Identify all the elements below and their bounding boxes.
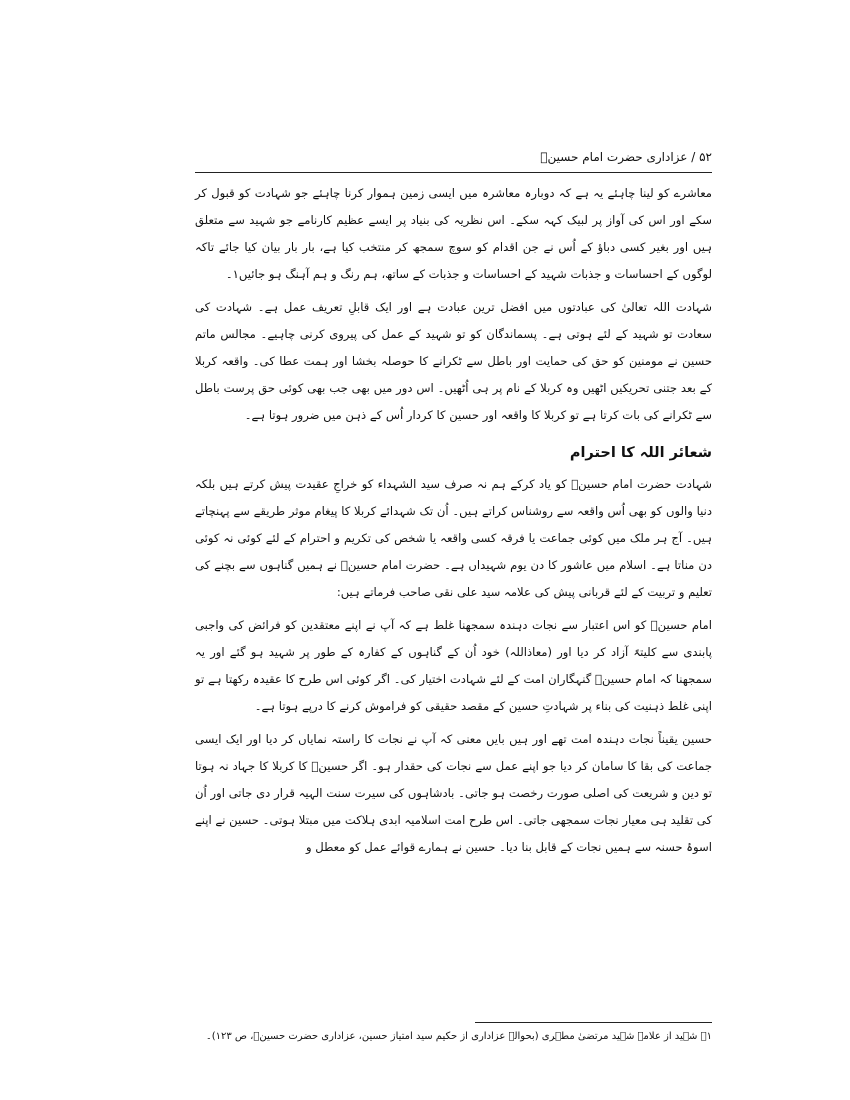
page-body <box>195 180 712 867</box>
paragraph-1: معاشرے کو لینا چاہئے یہ ہے کہ دوبارہ معاشرہ میں ایسی زمین ہموار کرنا چاہئے جو شہادت کو قبول کر سکے اور اس کی آواز پر لبیک کہہ سکے۔ اس نظریہ کی بنیاد پر ایسے عظیم کارنامے جو شہید سے متعلق ہیں اور بغیر کسی دباؤ کے اُس نے جن اقدام کو سوچ سمجھ کر منتخب کیا ہے، بار بار بیان کیا جائے تاکہ لوگوں کے احساسات و جذبات شہید کے احساسات و جذبات کے ساتھ، ہم رنگ و ہم آہنگ ہو جائیں۱۔ <box>195 186 712 281</box>
paragraph-2: شہادت اللہ تعالیٰ کی عبادتوں میں افضل ترین عبادت ہے اور ایک قابلِ تعریف عمل ہے۔ شہادت کی سعادت تو شہید کے لئے ہوتی ہے۔ پسماندگان کو تو شہید کے عمل کی پیروی کرنی چاہیے۔ مجالس ماتم حسین نے مومنین کو حق کی حمایت اور باطل سے ٹکرانے کا حوصلہ بخشا اور ہمت عطا کی۔ واقعہ کربلا کے بعد جتنی تحریکیں اٹھیں وہ کربلا کے نام پر ہی اُٹھیں۔ اس دور میں بھی جب بھی کوئی حق پرست باطل سے ٹکرانے کی بات کرتا ہے تو کربلا کا واقعہ اور حسین کا کردار اُس کے ذہن میں ضرور ہوتا ہے۔ <box>195 300 712 422</box>
running-header: ۵۲ / عزاداری حضرت امام حسینؑ <box>540 150 712 164</box>
paragraph-5: حسین یقیناً نجات دہندہ امت تھے اور ہیں بایں معنی کہ آپ نے نجات کا راستہ نمایاں کر دیا اور ایک ایسی جماعت کی بقا کا سامان کر دیا جو اپنے عمل سے نجات کی حقدار ہو۔ اگر حسینؑ کا کربلا کا جہاد نہ ہوتا تو دین و شریعت کی اصلی صورت رخصت ہو جاتی۔ بادشاہوں کی سیرت سنت الہیہ قرار دی جاتی اور اُن کی تقلید ہی معیار نجات سمجھی جاتی۔ اس طرح امت اسلامیہ ابدی ہلاکت میں مبتلا ہوتی۔ حسین نے اپنے اسوۂ حسنہ سے ہمیں نجات کے قابل بنا دیا۔ حسین نے ہمارے قوائے عمل کو معطل و <box>195 732 712 854</box>
paragraph-3: شہادت حضرت امام حسینؑ کو یاد کرکے ہم نہ صرف سید الشہداء کو خراجِ عقیدت پیش کرتے ہیں بلکہ دنیا والوں کو بھی اُس واقعہ سے روشناس کراتے ہیں۔ اُن تک شہدائے کربلا کا پیغام موثر طریقے سے پہنچاتے ہیں۔ آج ہر ملک میں کوئی جماعت یا فرقہ کسی واقعہ یا شخص کی تکریم و احترام کے لئے کوئی نہ کوئی دن مناتا ہے۔ اسلام میں عاشور کا دن یوم شہیداں ہے۔ حضرت امام حسینؑ نے ہمیں گناہوں سے بچنے کی تعلیم و تربیت کے لئے قربانی پیش کی علامہ سید علی نقی صاحب فرماتے ہیں: <box>195 477 712 599</box>
header-rule <box>195 172 712 173</box>
section-heading: شعائر اللہ کا احترام <box>569 445 712 461</box>
footnote-rule <box>475 1022 712 1023</box>
quote-paragraph: امام حسینؑ کو اس اعتبار سے نجات دہندہ سمجھنا غلط ہے کہ آپ نے اپنے معتقدین کو فرائض کی واجبی پابندی سے کلیتہً آزاد کر دیا اور (معاذاللہ) خود اُن کے گناہوں کے کفارہ کے طور پر شہید ہو گئے اور یہ سمجھنا کہ امام حسینؑ گنہگاران امت کے لئے شہادت اختیار کی۔ اگر کوئی اس طرح کا عقیدہ رکھتا ہے تو اپنی غلط ذہنیت کی بناء پر شہادتِ حسین کے مقصد حقیقی کو فراموش کرنے کا درپے ہوتا ہے۔ <box>195 618 712 713</box>
footnote: ۱۔ شہید از علامہ شہید مرتضیٰ مطہری (بحوالہ عزاداری از حکیم سید امتیاز حسین، عزاداری حضرت حسینؑ، ص ۱۲۳)۔ <box>205 1031 712 1042</box>
